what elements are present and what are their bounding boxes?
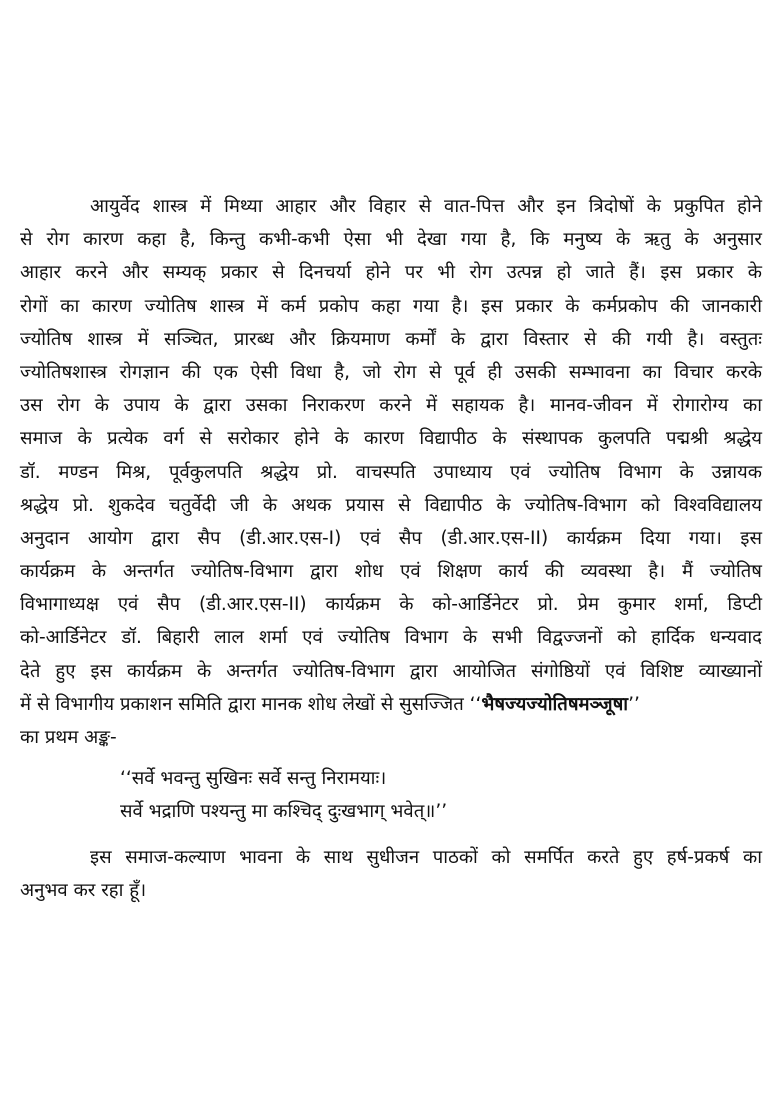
text-line: आयुर्वेद शास्त्र में मिथ्या आहार और विहार से वात-पित्त और इन त्रिदोषों के प्रकुपित होने <box>90 196 762 217</box>
text-segment: ’’ <box>628 693 640 715</box>
text-line: का प्रथम अङ्क- <box>20 727 117 748</box>
text-line: विभागाध्यक्ष एवं सैप (डी.आर.एस-II) कार्यक्रम के को-आर्डिनेटर प्रो. प्रेम कुमार शर्मा, डिप्टी <box>20 594 762 616</box>
text-line: समाज के प्रत्येक वर्ग से सरोकार होने के कारण विद्यापीठ के संस्थापक कुलपति पद्मश्री श्रद्धेय <box>20 428 762 450</box>
text-line: रोगों का कारण ज्योतिष शास्त्र में कर्म प्रकोप कहा गया है। इस प्रकार के कर्मप्रकोप की जानकारी <box>20 295 762 317</box>
text-line: डॉ. मण्डन मिश्र, पूर्वकुलपति श्रद्धेय प्रो. वाचस्पति उपाध्याय एवं ज्योतिष विभाग के उन्नायक <box>20 461 762 483</box>
text-line: ज्योतिष शास्त्र में सञ्चित, प्रारब्ध और क्रियमाण कर्मों के द्वारा विस्तार से की गयी है। वस्तुतः <box>20 328 762 350</box>
paragraph-intro <box>20 190 762 754</box>
text-segment: में से विभागीय प्रकाशन समिति द्वारा मानक शोध लेखों से सुसज्जित ‘‘ <box>20 693 482 715</box>
text-line: से रोग कारण कहा है, किन्तु कभी-कभी ऐसा भी देखा गया है, कि मनुष्य के ऋतु के अनुसार <box>20 229 762 251</box>
book-title: भैषज्यज्योतिषमञ्जूषा <box>481 693 629 715</box>
text-line <box>20 688 762 721</box>
text-line: उस रोग के उपाय के द्वारा उसका निराकरण करने में सहायक है। मानव-जीवन में रोगारोग्य का <box>20 395 762 417</box>
text-line: ज्योतिषशास्त्र रोगज्ञान की एक ऐसी विधा है, जो रोग से पूर्व ही उसकी सम्भावना का विचार करके <box>20 361 762 383</box>
text-line: को-आर्डिनेटर डॉ. बिहारी लाल शर्मा एवं ज्योतिष विभाग के सभी विद्वज्जनों को हार्दिक धन्यवाद <box>20 627 762 649</box>
text-line: देते हुए इस कार्यक्रम के अन्तर्गत ज्योतिष-विभाग द्वारा आयोजित संगोष्ठियों एवं विशिष्ट व्याख्यानों <box>20 660 762 682</box>
document-page <box>20 190 762 907</box>
text-line: अनुभव कर रहा हूँ। <box>20 879 147 901</box>
text-line: अनुदान आयोग द्वारा सैप (डी.आर.एस-I) एवं सैप (डी.आर.एस-II) कार्यक्रम दिया गया। इस <box>20 527 762 549</box>
verse-line: ‘‘सर्वे भवन्तु सुखिनः सर्वे सन्तु निरामयाः। <box>120 768 387 790</box>
text-line: आहार करने और सम्यक् प्रकार से दिनचर्या होने पर भी रोग उत्पन्न हो जाते हैं। इस प्रकार के <box>20 262 762 284</box>
text-line: श्रद्धेय प्रो. शुकदेव चतुर्वेदी जी के अथक प्रयास से विद्यापीठ के ज्योतिष-विभाग को विश्वविद्यालय <box>20 494 762 516</box>
sanskrit-verse <box>20 762 762 828</box>
text-line: कार्यक्रम के अन्तर्गत ज्योतिष-विभाग द्वारा शोध एवं शिक्षण कार्य की व्यवस्था है। मैं ज्योतिष <box>20 561 762 583</box>
text-line: इस समाज-कल्याण भावना के साथ सुधीजन पाठकों को समर्पित करते हुए हर्ष-प्रकर्ष का <box>90 846 762 868</box>
verse-line: सर्वे भद्राणि पश्यन्तु मा कश्चिद् दुःखभाग् भवेत्॥’’ <box>120 801 448 823</box>
paragraph-closing <box>20 841 762 907</box>
